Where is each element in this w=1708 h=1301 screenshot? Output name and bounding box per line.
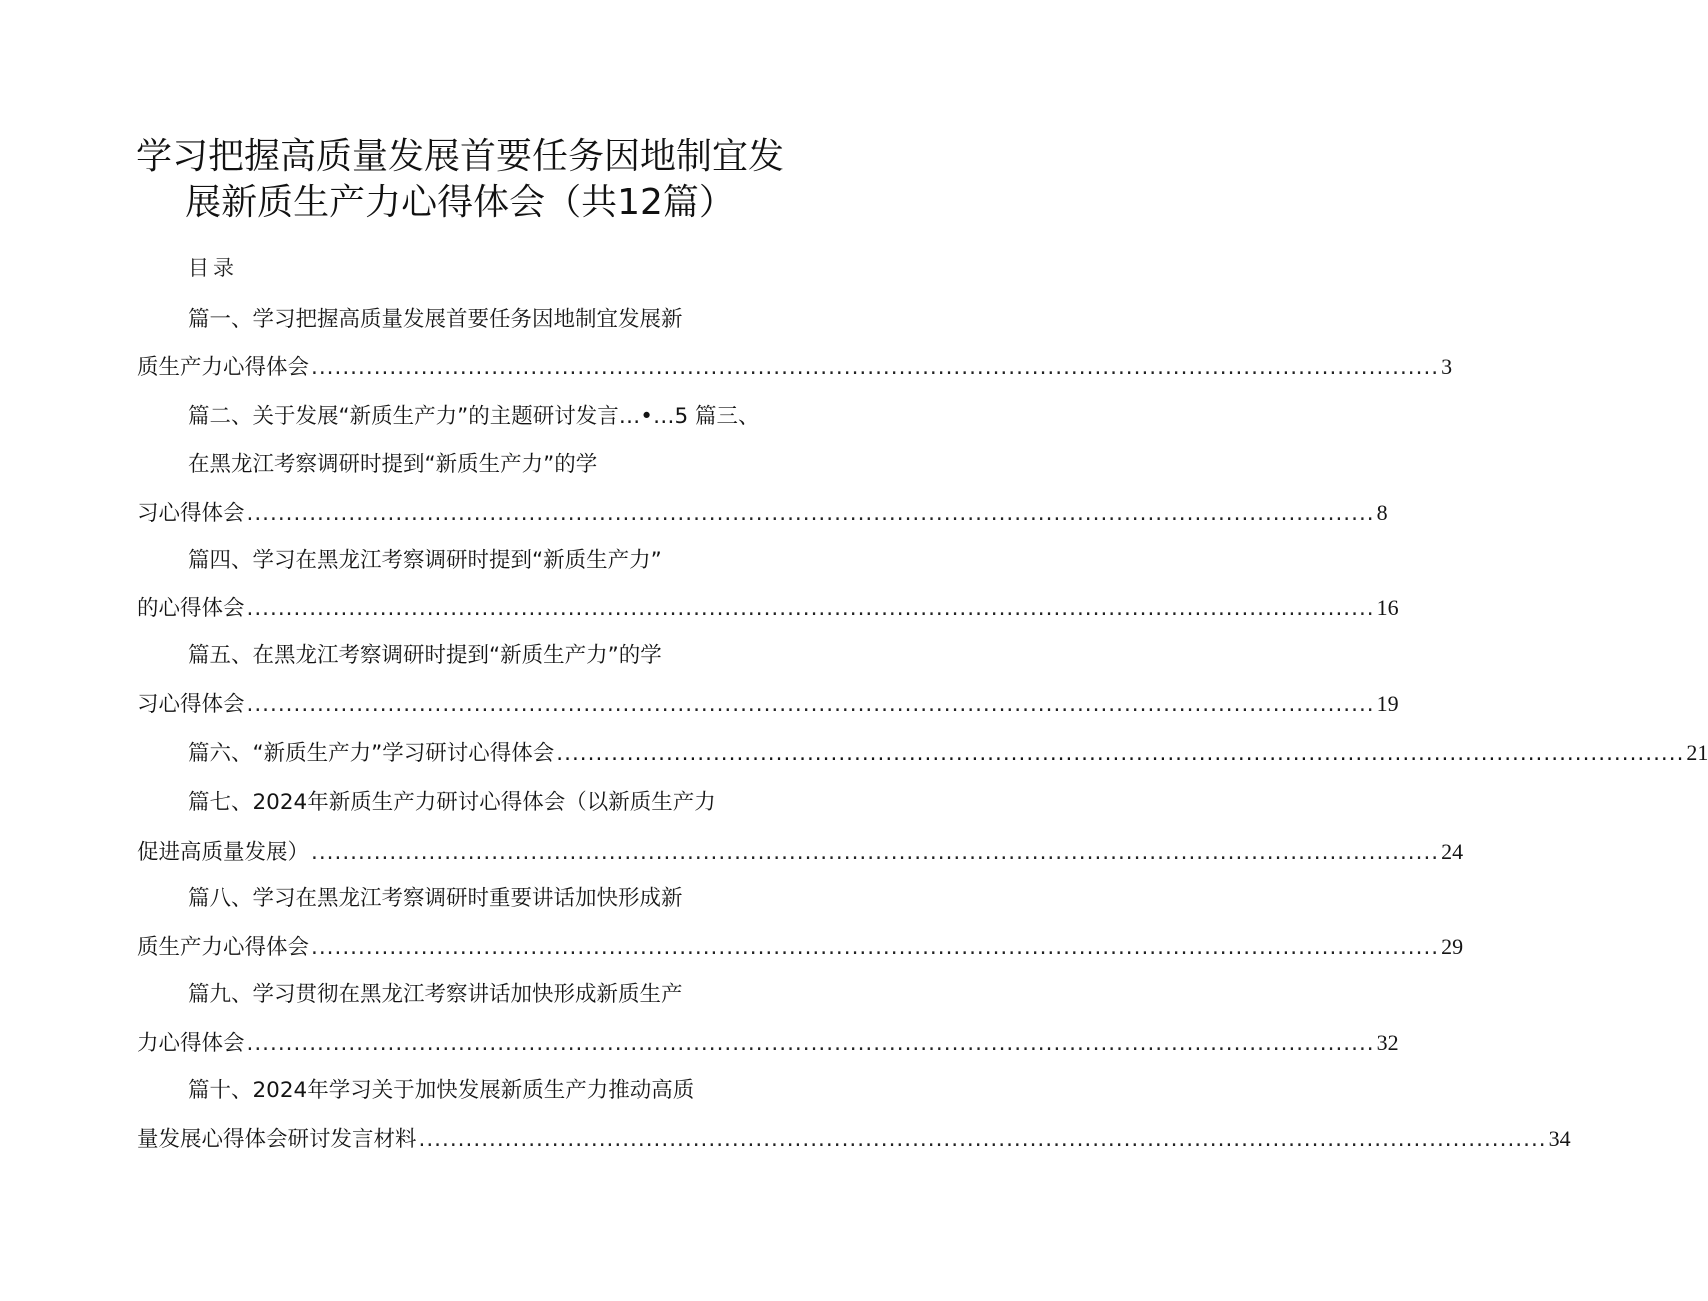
toc-entry-4-line-2: [137, 593, 1399, 624]
toc-leader-dots: ................................................................................................................................................: [246, 1031, 1375, 1056]
document-title-line-1: 学习把握高质量发展首要任务因地制宜发: [135, 136, 784, 177]
toc-leader-dots: ................................................................................................................................................: [418, 1127, 1547, 1152]
toc-entry-10-line-1: 篇十、2024年学习关于加快发展新质生产力推动高质: [188, 1078, 695, 1103]
toc-entry-3-text: 习心得体会: [137, 501, 245, 526]
document-title-line-2: 展新质生产力心得体会（共12篇）: [185, 182, 735, 223]
toc-entry-5-text: 习心得体会: [137, 692, 245, 717]
toc-entry-10-page: 34: [1548, 1126, 1571, 1151]
toc-entry-1-line-2: [137, 352, 1453, 383]
toc-leader-dots: ................................................................................................................................................: [311, 935, 1440, 960]
toc-entry-8-text: 质生产力心得体会: [137, 935, 310, 960]
toc-leader-dots: ................................................................................................................................................: [556, 741, 1685, 766]
toc-entry-5-line-2: [137, 689, 1399, 720]
toc-entry-7-text: 促进高质量发展）: [137, 840, 310, 865]
toc-entry-4-line-1: 篇四、学习在黑龙江考察调研时提到“新质生产力”: [188, 548, 662, 573]
toc-entry-7-line-2: [137, 837, 1464, 868]
toc-leader-dots: ................................................................................................................................................: [246, 596, 1375, 621]
toc-entry-1-line-1: 篇一、学习把握高质量发展首要任务因地制宜发展新: [188, 307, 683, 332]
toc-entry-7-page: 24: [1441, 839, 1464, 864]
toc-leader-dots: ................................................................................................................................................: [246, 501, 1375, 526]
toc-leader-dots: ................................................................................................................................................: [311, 355, 1440, 380]
toc-entry-2-line-1: 篇二、关于发展“新质生产力”的主题研讨发言…•…5 篇三、: [188, 404, 760, 429]
toc-leader-dots: ................................................................................................................................................: [311, 840, 1440, 865]
toc-entry-6-page: 21: [1686, 740, 1708, 765]
toc-entry-9-text: 力心得体会: [137, 1031, 245, 1056]
toc-entry-5-page: 19: [1376, 691, 1399, 716]
toc-entry-9-line-2: [137, 1028, 1399, 1059]
toc-entry-8-line-2: [137, 932, 1464, 963]
toc-entry-7-line-1: 篇七、2024年新质生产力研讨心得体会（以新质生产力: [188, 790, 716, 815]
toc-entry-6-text: 篇六、“新质生产力”学习研讨心得体会: [188, 741, 555, 766]
toc-entry-8-page: 29: [1441, 934, 1464, 959]
toc-entry-9-page: 32: [1376, 1030, 1399, 1055]
toc-entry-3-page: 8: [1376, 500, 1388, 525]
toc-entry-1-page: 3: [1441, 354, 1453, 379]
toc-entry-4-page: 16: [1376, 595, 1399, 620]
toc-entry-6: [188, 738, 1708, 769]
toc-leader-dots: ................................................................................................................................................: [246, 692, 1375, 717]
toc-entry-3-line-1: 在黑龙江考察调研时提到“新质生产力”的学: [188, 452, 598, 477]
toc-entry-10-line-2: [137, 1124, 1571, 1155]
toc-entry-10-text: 量发展心得体会研讨发言材料: [137, 1127, 417, 1152]
toc-entry-9-line-1: 篇九、学习贯彻在黑龙江考察讲话加快形成新质生产: [188, 982, 683, 1007]
toc-entry-4-text: 的心得体会: [137, 596, 245, 621]
toc-entry-3-line-2: [137, 498, 1388, 529]
toc-entry-8-line-1: 篇八、学习在黑龙江考察调研时重要讲话加快形成新: [188, 886, 683, 911]
toc-entry-5-line-1: 篇五、在黑龙江考察调研时提到“新质生产力”的学: [188, 643, 662, 668]
toc-heading: 目录: [188, 256, 238, 280]
toc-entry-1-text: 质生产力心得体会: [137, 355, 310, 380]
